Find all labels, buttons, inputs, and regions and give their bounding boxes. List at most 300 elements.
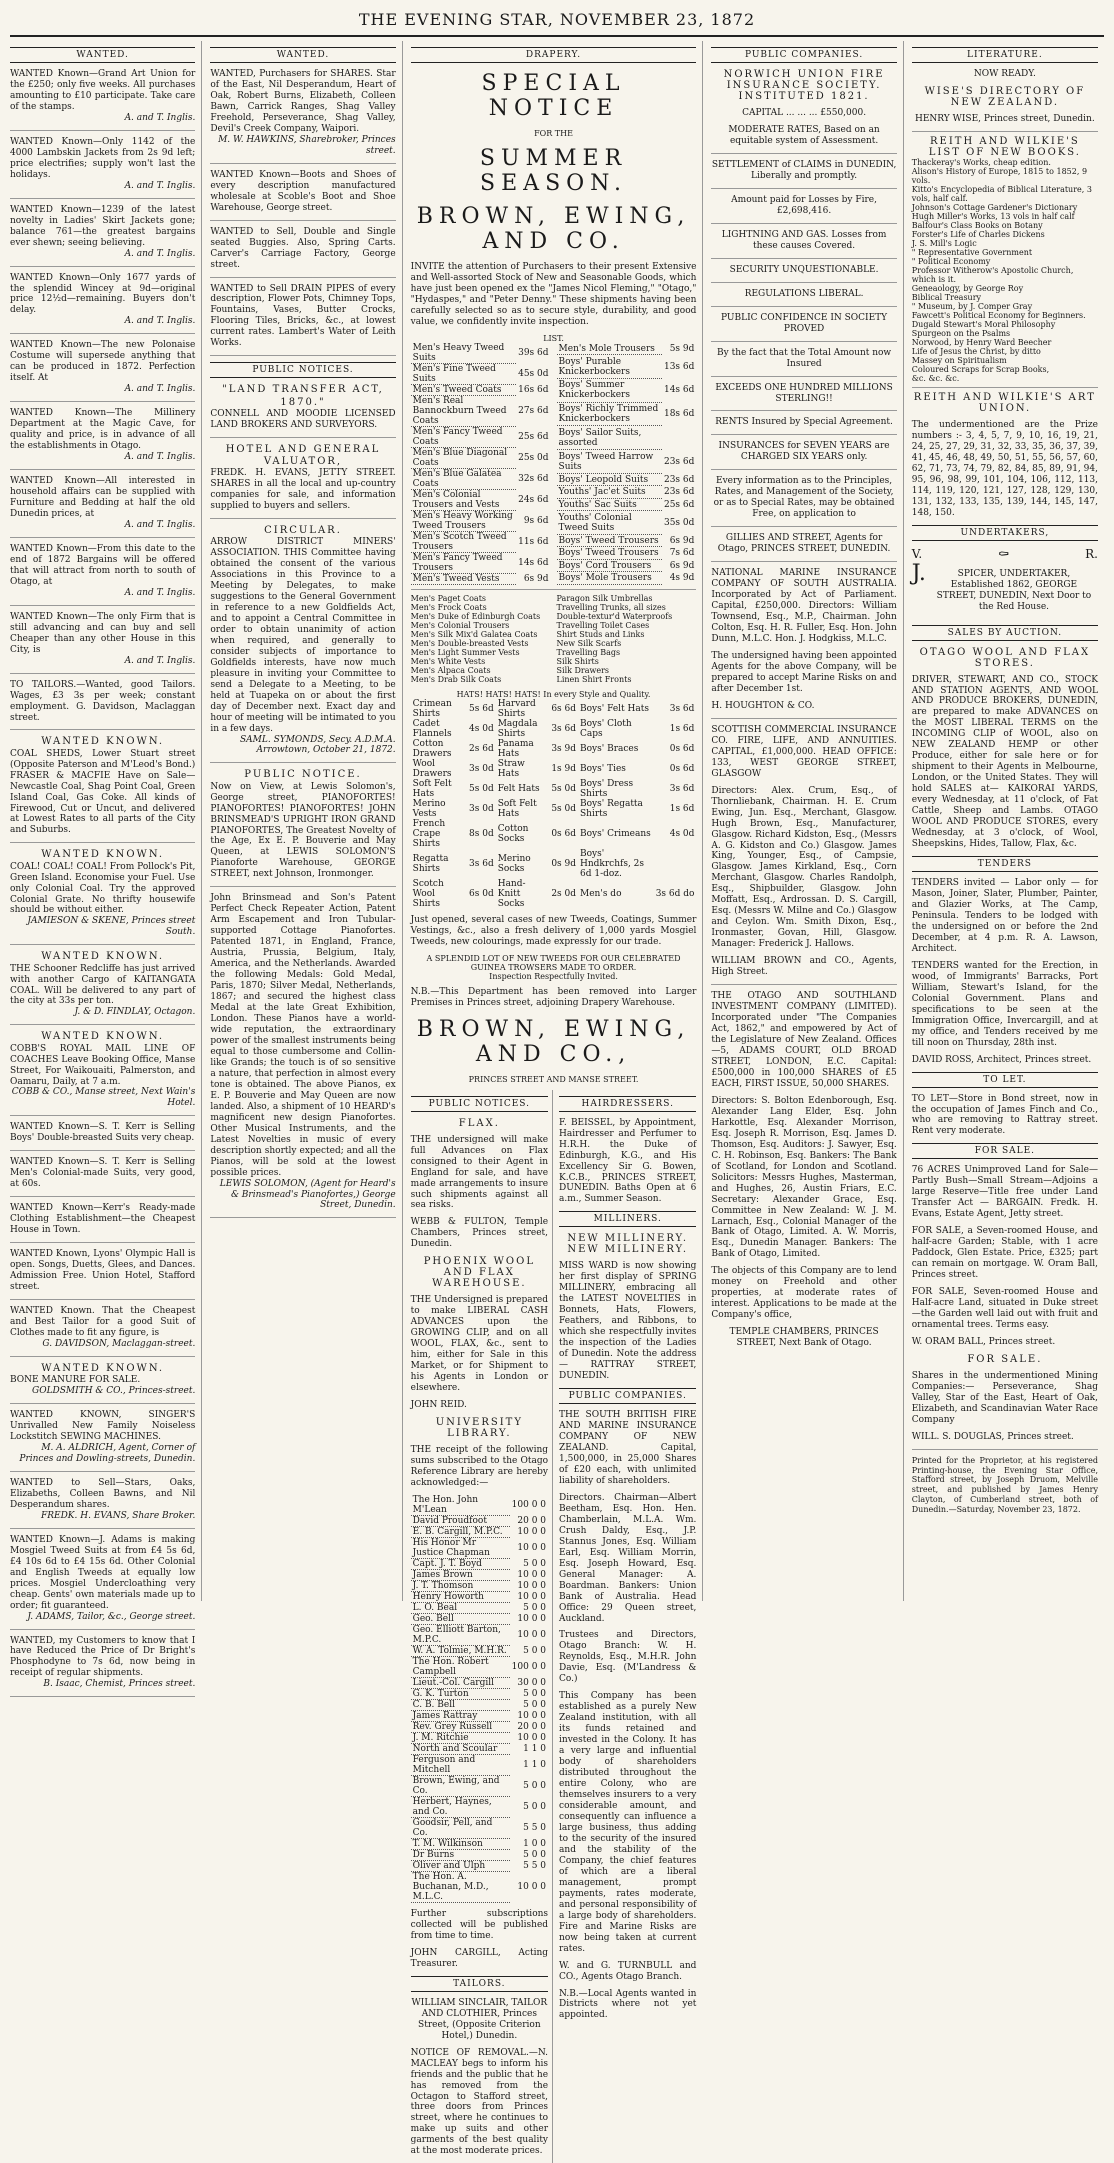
subscription-amount: 1 1 0 — [523, 1759, 547, 1770]
divider — [711, 469, 896, 470]
shirt-item: Men's do — [580, 888, 622, 899]
tailor-ad: WILLIAM SINCLAIR, TAILOR AND CLOTHIER, Princes Street, (Opposite Criterion Hotel,) Dunedin. — [411, 1997, 548, 2041]
shirt-item: Cotton Socks — [497, 823, 529, 844]
divider — [10, 1356, 195, 1357]
section-heading: LITERATURE. — [912, 47, 1098, 63]
wanted-ad — [10, 1203, 195, 1236]
imprint: Printed for the Proprietor, at his registered Printing-house, the Evening Star Office, Stafford street, by Joseph Druom, Melville street, and published by James Henry Clayton, of Cumberland street, both of Dunedin.—Saturday, November 23, 1872. — [911, 1455, 1098, 1514]
divider — [210, 762, 395, 763]
shirt-price: 2s 6d — [469, 743, 494, 754]
extra-item: Shirt Studs and Links — [556, 629, 645, 639]
price-row — [557, 535, 697, 547]
national-ad: NATIONAL MARINE INSURANCE COMPANY OF SOUTH AUSTRALIA. Incorporated by Act of Parliament. Capital, £250,000. Directors: William Townsend, Esq., M.P., Chairman. John Colton, Esq. H. R. Fuller, Esq. Hon. John Dunn, M.L.C. Hon. J. Hodgkiss, M.L.C. — [711, 568, 897, 644]
notice-text: CONNELL AND MOODIE LICENSED LAND BROKERS AND SURVEYORS. — [210, 408, 396, 430]
ad-signature: A. and T. Inglis. — [124, 452, 196, 463]
special-notice: SPECIAL NOTICE — [481, 71, 626, 121]
divider — [210, 1217, 395, 1218]
divider — [10, 1696, 195, 1697]
book-item: Johnson's Cottage Gardener's Dictionary — [911, 202, 1078, 212]
book-item: Balfour's Class Books on Botany — [911, 220, 1043, 230]
art-union-numbers: The undermentioned are the Prize numbers :- 3, 4, 5, 7, 9, 10, 16, 19, 21, 24, 25, 27, 29, 31, 32, 33, 35, 36, 37, 39, 41, 45, 46, 48, 49, 50, 51, 55, 56, 57, 60, 62, 71, 73, 74, 79, 82, 84, 85, 89, 91, 94, 95, 96, 98, 99, 101, 104, 106, 112, 113, 114, 119, 120, 121, 127, 128, 129, 130, 131, 132, 133, 135, 139, 144, 145, 147, 148, 150. — [911, 419, 1098, 518]
divider — [711, 282, 896, 283]
price-row — [411, 573, 551, 584]
subscription-row — [411, 1754, 548, 1775]
undertaker-ad: SPICER, UNDERTAKER, Established 1862, GEORGE STREET, DUNEDIN, Next Door to the Red House. — [936, 568, 1092, 612]
divider — [10, 537, 195, 538]
ad-signature: J. & D. FINDLAY, Octagon. — [74, 1007, 196, 1018]
mining-ad: Shares in the undermentioned Mining Companies:— Perseverance, Shag Valley, Star of the East, Heart of Oak, Elizabeth, and Scandinavian Water Race Company — [911, 1370, 1098, 1425]
extra-item: Men's Light Summer Vests — [410, 647, 520, 657]
item-price: 6s 9d — [669, 535, 695, 546]
divider — [10, 842, 195, 843]
shirt-item: Boys' Ties — [580, 763, 626, 774]
firm-address: PRINCES STREET AND MANSE STREET. — [468, 1074, 639, 1084]
extra-list-left — [411, 594, 551, 684]
item-price: 5s 9d — [669, 343, 695, 354]
book-item: " Representative Government — [911, 247, 1033, 257]
item-name: Men's Mole Trousers — [557, 343, 662, 355]
ad-text: WANTED Known—Only 1142 of the 4000 Lambskin Jackets from 2s 9d left; price electrifies; supply won't last the holidays. — [10, 136, 196, 180]
divider — [711, 258, 896, 259]
norwich-line: MODERATE RATES, Based on an equitable system of Assessment. — [728, 124, 880, 146]
subscription-amount: 10 0 0 — [517, 1580, 547, 1591]
shirt-item: Boys' Hndkrchfs, 2s 6d 1-doz. — [580, 848, 645, 879]
book-item: " Political Economy — [911, 256, 991, 266]
item-name: Men's Tweed Coats — [411, 384, 516, 395]
shirt-price: 0s 9d — [551, 858, 577, 869]
shirt-row — [411, 819, 697, 849]
ad-text: WANTED Known. That the Cheapest and Best Tailor for a good Suit of Clothes made to fit any figure, is — [10, 1306, 196, 1338]
item-price: 23s 6d — [663, 487, 695, 498]
divider — [210, 163, 395, 164]
wanted-ad — [10, 205, 195, 260]
extra-item: Travelling Bags — [556, 647, 621, 657]
book-item: Alison's History of Europe, 1815 to 1852, 9 vols. — [911, 166, 1088, 185]
divider — [711, 306, 896, 307]
shirt-price: 3s 6d — [469, 858, 494, 869]
subscription-amount: 100 0 0 — [511, 1661, 547, 1672]
section-heading: MILLINERS. — [559, 1211, 696, 1227]
item-price: 23s 6d — [663, 456, 695, 467]
ad-signature: A. and T. Inglis. — [124, 587, 196, 598]
subscriber-name: W. A. Tolmie, M.H.R. — [411, 1645, 510, 1656]
divider — [10, 266, 195, 267]
shirt-price: 0s 6d — [669, 743, 695, 754]
shirt-price: 1s 6d — [669, 723, 695, 734]
subscriber-name: T. M. Wilkinson — [411, 1838, 510, 1849]
divider — [10, 1196, 195, 1197]
item-name: Youths' Colonial Tweed Suits — [557, 511, 662, 535]
item-price: 11s 6d — [518, 536, 549, 547]
ad-text: WANTED Known, Lyons' Olympic Hall is open. Songs, Duetts, Glees, and Dances. Admission Free. Union Hotel, Stafford street. — [10, 1249, 196, 1293]
book-item: Life of Jesus the Christ, by ditto — [911, 346, 1041, 356]
divider — [10, 729, 195, 730]
subscription-amount: 10 0 0 — [517, 1881, 547, 1892]
ad-signature: GOLDSMITH & CO., Princes-street. — [32, 1386, 196, 1397]
price-row — [557, 473, 697, 485]
shirt-row — [411, 799, 697, 819]
extra-list-right — [557, 594, 697, 684]
price-row — [411, 426, 551, 447]
shirt-item: Wool Drawers — [412, 758, 452, 779]
price-row — [411, 489, 551, 510]
shirt-price: 3s 6d — [551, 723, 577, 734]
shirt-price: 3s 0d — [469, 803, 494, 814]
price-row — [411, 343, 551, 364]
subscription-amount: 5 0 0 — [523, 1801, 547, 1812]
column-wanted-1 — [10, 41, 202, 1690]
shirt-price: 8s 0d — [469, 828, 494, 839]
ad-heading: WANTED KNOWN. — [41, 1362, 165, 1374]
subscription-row — [411, 1569, 548, 1580]
ad-text: WANTED Known—S. T. Kerr is Selling Men's Colonial-made Suits, very good, at 60s. — [10, 1157, 196, 1190]
notice-text: Now on View, at Lewis Solomon's, George street, PIANOFORTES! PIANOFORTES! PIANOFORTES! JOHN BRINSMEAD'S UPRIGHT IRON GRAND PIANOFORTES, The Greatest Novelty of the Age, Ex E. P. Bouverie and May Queen, at LEWIS SOLOMON'S Pianoforte Warehouse, GEORGE STREET, next Johnson, Ironmonger. — [210, 781, 396, 880]
inspection-invited: Inspection Respectfully Invited. — [489, 971, 618, 981]
item-name: Men's Heavy Tweed Suits — [411, 343, 516, 364]
tender-2-signature: DAVID ROSS, Architect, Princes street. — [911, 1054, 1092, 1065]
ad-text: WANTED Known—S. T. Kerr is Selling Boys' Double-breasted Suits very cheap. — [10, 1122, 196, 1144]
national-signature: H. HOUGHTON & CO. — [711, 700, 815, 711]
south-british-ad: THE SOUTH BRITISH FIRE AND MARINE INSURANCE COMPANY OF NEW ZEALAND. Capital, 1,500,000, in 25,000 Shares of £20 each, with unlimited liability of shareholders. — [559, 1410, 697, 1486]
subscription-row — [411, 1743, 548, 1754]
ad-signature: JAMIESON & SKENE, Princes street South. — [27, 916, 196, 938]
phoenix-ad: THE Undersigned is prepared to make LIBERAL CASH ADVANCES upon the GROWING CLIP, and on all WOOL, FLAX, &c., sent to him, either for Sale in this Market, or for Shipment to his Agents in London or elsewhere. — [410, 1295, 549, 1394]
ad-text: WANTED Known—All interested in household affairs can be supplied with Furniture and Bedding at half the old Dunedin prices, at — [10, 476, 196, 519]
shirt-price: 6s 6d — [551, 703, 577, 714]
special-for-the: FOR THE — [534, 129, 573, 138]
shirt-price: 3s 0d — [469, 763, 494, 774]
ad-text: WANTED Known—J. Adams is making Mosgiel Tweed Suits at from £4 5s 6d, £4 10s 6d to £4 15s 6d. Other Colonial and English Tweeds at equally low prices. Mosgiel Undercloathing very cheap. Gents' own materials made up to order; fit guaranteed. — [10, 1534, 196, 1611]
wanted-ad — [10, 1306, 195, 1350]
item-price: 24s 6d — [518, 494, 549, 505]
wanted-ad — [10, 1031, 195, 1109]
divider — [10, 1024, 195, 1025]
book-item: Kitto's Encyclopedia of Biblical Literature, 3 vols, half calf. — [911, 184, 1092, 203]
subscription-amount: 100 0 0 — [511, 1500, 547, 1511]
shirt-item: Merino Socks — [497, 853, 531, 874]
ad-text: WANTED to Sell, Double and Single seated Buggies. Also, Spring Carts. Carver's Carriage Factory, George street. — [210, 226, 396, 270]
ad-signature: A. and T. Inglis. — [124, 180, 196, 191]
book-item: &c. &c. &c. — [911, 373, 960, 383]
subscriber-name: Goodsir, Pell, and Co. — [411, 1817, 510, 1838]
section-heading: SALES BY AUCTION. — [912, 625, 1098, 641]
book-item: Spurgeon on the Psalms — [911, 328, 1011, 338]
subscription-amount: 1 0 0 — [523, 1838, 547, 1849]
subscription-row — [411, 1775, 548, 1796]
item-name: Boys' Tweed Trousers — [557, 535, 662, 547]
columns — [10, 41, 1104, 2157]
price-row — [411, 510, 551, 531]
tender-1: TENDERS invited — Labor only — for Mason, Joiner, Slater, Plumber, Painter, and Glazier Works, at The Camp, Peninsula. Tenders to be lodged with the undersigned on or before the 2nd December, at 4 p.m. R. A. Lawson, Architect. — [911, 878, 1098, 954]
initial-v: V. — [911, 546, 923, 561]
south-british-nb: N.B.—Local Agents wanted in Districts where not yet appointed. — [559, 1988, 697, 2021]
ad-heading: WANTED KNOWN. — [41, 849, 165, 861]
item-price: 14s 6d — [663, 385, 695, 396]
extra-item: Men's Paget Coats — [410, 593, 487, 603]
subscription-amount: 5 5 0 — [523, 1860, 547, 1871]
ad-text: WANTED Known—The new Polonaise Costume will supersede anything that can be produced in 1872. Perfection itself. At — [10, 340, 196, 384]
item-price: 16s 6d — [518, 384, 549, 395]
item-price: 25s 0d — [518, 452, 549, 463]
extra-item: Men's Duke of Edinburgh Coats — [410, 611, 541, 621]
public-notice — [210, 384, 395, 430]
notice-heading: "LAND TRANSFER ACT, 1870." — [222, 384, 384, 408]
shirt-price: 0s 6d — [669, 763, 695, 774]
extra-item: Travelling Trunks, all sizes — [556, 602, 666, 612]
item-name: Men's Scotch Tweed Trousers — [411, 531, 516, 552]
ad-text: TO TAILORS.—Wanted, good Tailors. Wages, £3 3s per week; constant employment. G. Davidson, Maclaggan street. — [10, 679, 196, 723]
divider — [10, 673, 195, 674]
divider — [10, 130, 195, 131]
south-british-body: This Company has been established as a purely New Zealand institution, with all its funds retained and invested in the Colony. It has a very large and influential body of shareholders distributed throughout the entire Colony, who are themselves insurers to a very considerable amount, and consequently can influence a large business, thus adding to the security of the insured and the stability of the Company, the chief features of which are a liberal management, prompt payments, rates moderate, and personal responsibility of a large body of shareholders. Fire and Marine Risks are now being taken at current rates. — [559, 1691, 697, 1954]
divider — [10, 198, 195, 199]
subscription-row — [411, 1580, 548, 1591]
ad-heading: WANTED KNOWN. — [41, 736, 165, 748]
item-price: 35s 0d — [663, 517, 695, 528]
subscriber-name: Henry Howorth — [411, 1591, 510, 1602]
masthead-title: THE EVENING STAR, NOVEMBER 23, 1872 — [10, 10, 1104, 37]
ad-signature: J. ADAMS, Tailor, &c., George street. — [27, 1611, 196, 1622]
book-item: Coloured Scraps for Scrap Books, — [911, 364, 1050, 374]
shirt-item: Boys' Cloth Caps — [580, 718, 632, 739]
extra-item: Paragon Silk Umbrellas — [556, 593, 653, 603]
ad-heading: WANTED KNOWN. — [41, 951, 165, 963]
wanted-ad — [10, 612, 195, 667]
removal-notice: NOTICE OF REMOVAL.—N. MACLEAY begs to inform his friends and the public that he has removed from the Octagon to Stafford street, three doors from Princes street, where he continues to make up suits and other garments of the best quality at the most moderate prices. — [410, 2047, 549, 2157]
subscription-row — [411, 1537, 548, 1558]
price-list — [411, 343, 697, 585]
item-price: 7s 6d — [669, 548, 695, 559]
shirt-item: Boys' Crimeans — [580, 828, 651, 839]
ad-text: WANTED to Sell DRAIN PIPES of every description, Flower Pots, Chimney Tops, Fountains, Vases, Butter Crocks, Flooring Tiles, Bricks, &c., at lowest current rates. Lambert's Water of Leith Works. — [210, 283, 396, 349]
item-name: Boys' Mole Trousers — [557, 572, 662, 585]
norwich-lines — [711, 125, 896, 527]
subscription-amount: 5 0 0 — [523, 1645, 547, 1656]
subscription-row — [411, 1602, 548, 1613]
south-british-trustees: Trustees and Directors, Otago Branch: W. H. Reynolds, Esq., M.H.R. John Davie, Esq. (M'Landress & Co.) — [559, 1630, 697, 1685]
ad-text: COAL SHEDS, Lower Stuart street (Opposite Paterson and M'Leod's Bond.) FRASER & MACFIE Have on Sale— Newcastle Coal, Shag Point Coal, Green Island Coal, Gas Coke. All kinds of Firewood, Cut or Uncut, and delivered at Lowest Rates to all parts of the City and Suburbs. — [10, 748, 196, 836]
shirt-row — [411, 849, 697, 879]
subscription-amount: 5 5 0 — [523, 1822, 547, 1833]
subscription-amount: 10 0 0 — [517, 1542, 547, 1553]
divider — [210, 437, 395, 438]
shirt-item: Straw Hats — [497, 758, 525, 779]
subscription-amount: 5 0 0 — [523, 1602, 547, 1613]
ad-heading: WANTED KNOWN. — [41, 1031, 165, 1043]
divider — [912, 131, 1098, 132]
shirt-row — [411, 759, 697, 779]
wise-signature: HENRY WISE, Princes street, Dunedin. — [915, 113, 1095, 124]
subscription-row — [411, 1656, 548, 1677]
subscription-row — [411, 1721, 548, 1732]
shirt-item: Magdala Shirts — [497, 718, 538, 739]
south-british-directors: Directors. Chairman—Albert Beetham, Esq. Hon. Hen. Chamberlain, M.L.A. Wm. Crush Daldy, Esq., J.P. Stannus Jones, Esq. William Earl, Esq. William Morrin, Esq. Joseph Howard, Esq. General Manager: A. Boardman. Bankers: Union Bank of Australia. Head Office: 29 Queen street, Auckland. — [559, 1492, 697, 1624]
shirt-item: Boys' Regatta Shirts — [580, 798, 643, 819]
divider — [10, 1403, 195, 1404]
hairdresser-ad: F. BEISSEL, by Appointment, Hairdresser and Perfumer to H.R.H. the Duke of Edinburgh, K.G., and His Excellency Sir G. Bowen, K.C.B., PRINCES STREET, DUNEDIN. Baths Open at 6 a.m., Summer Season. — [559, 1117, 697, 1205]
wise-directory: WISE'S DIRECTORY OF NEW ZEALAND. — [924, 85, 1086, 108]
notice-heading: CIRCULAR. — [264, 524, 342, 536]
south-british-signature: W. and G. TURNBULL and CO., Agents Otago Branch. — [559, 1960, 697, 1982]
ad-signature: A. and T. Inglis. — [124, 248, 196, 259]
divider — [711, 718, 896, 719]
subscriber-name: Geo. Bell — [411, 1613, 510, 1624]
norwich-line: SETTLEMENT of CLAIMS in DUNEDIN, Liberally and promptly. — [711, 159, 897, 181]
shirt-price: 6s 0d — [469, 888, 494, 899]
shirt-price: 5s 6d — [469, 703, 494, 714]
subscription-row — [411, 1495, 548, 1516]
otago-southland-directors: Directors: S. Bolton Edenborough, Esq. Alexander Lang Elder, Esq. John Harkottle, Esq. Alexander Morrison, Esq. Joseph R. Morrison, Esq. James D. Thomson, Esq. Auditors: J. Sawyer, Esq. C. H. Robinson, Esq. Bankers: The Bank of Scotland, for London and Scotland. Solicitors: Messrs Hughes, Masterman, and Hughes, 26, Austin Friars, E.C. Secretary: Alexander Grace, Esq. Committee in New Zealand: W. J. M. Larnach, Esq., Colonial Manager of the Bank of Otago, Limited. A. W. Morris, Esq., Dunedin Manager. Bankers: The Bank of Otago, Limited. — [711, 1095, 897, 1260]
price-row — [411, 384, 551, 395]
shirt-item: Crimean Shirts — [412, 698, 452, 719]
section-heading: WANTED. — [10, 47, 195, 63]
item-price: 9s 6d — [523, 515, 549, 526]
item-name: Men's Fancy Tweed Trousers — [411, 552, 516, 573]
shirt-row — [411, 879, 697, 909]
otago-southland-body: The objects of this Company are to lend money on Freehold and other properties, at moderate rates of interest. Applications to be made at the Company's office, — [711, 1266, 897, 1321]
otago-wool-heading: OTAGO WOOL AND FLAX STORES. — [919, 646, 1091, 669]
section-heading: TENDERS — [912, 856, 1098, 872]
extra-item: Silk Shirts — [556, 656, 599, 666]
item-name: Men's Fine Tweed Suits — [411, 363, 516, 384]
wanted-ad — [210, 284, 395, 350]
shirt-item: Merino Vests — [412, 798, 446, 819]
subscriber-name: The Hon. A. Buchanan, M.D., M.L.C. — [411, 1871, 510, 1902]
norwich-line: LIGHTNING AND GAS. Losses from these causes Covered. — [721, 229, 887, 251]
subscriber-name: Ferguson and Mitchell — [411, 1754, 510, 1775]
public-notices-list — [210, 384, 395, 1218]
extra-list — [411, 594, 697, 684]
otago-southland-ad: THE OTAGO AND SOUTHLAND INVESTMENT COMPANY (LIMITED). Incorporated under "The Companies Act, 1862," and empowered by Act of the Legislature of New Zealand. Offices—5, ADAMS COURT, OLD BROAD STREET, LONDON, E.C. Capital: £500,000 in 100,000 SHARES of £5 EACH, FIRST ISSUE, 50,000 SHARES. — [711, 991, 897, 1089]
item-name: Boys' Leopold Suits — [557, 473, 662, 485]
hats-heading: HATS! HATS! HATS! In every Style and Quality. — [456, 689, 651, 699]
wanted-ad — [10, 137, 195, 192]
extra-item: Men's Drab Silk Coats — [410, 674, 502, 684]
shirt-item: Regatta Shirts — [412, 853, 449, 874]
price-list-right — [557, 343, 697, 585]
subscriber-name: G. K. Turton — [411, 1688, 510, 1699]
library-foot: Further subscriptions collected will be published from time to time. — [410, 1908, 549, 1941]
subscriptions-table — [411, 1495, 548, 1903]
divider — [10, 1242, 195, 1243]
item-price: 39s 6d — [518, 348, 549, 359]
item-name: Boys' Sailor Suits, assorted — [557, 426, 662, 450]
list-title: LIST. — [543, 333, 564, 343]
mining-signature: WILL. S. DOUGLAS, Princes street. — [911, 1431, 1074, 1442]
shirt-price: 5s 0d — [551, 803, 577, 814]
column-wanted-2 — [210, 41, 402, 1601]
extra-item: Men's Silk Mix'd Galatea Coats — [410, 629, 538, 639]
shirts-table — [411, 699, 697, 909]
initial-r: R. — [1085, 546, 1098, 561]
subscription-row — [411, 1796, 548, 1817]
subscription-amount: 10 0 0 — [517, 1569, 547, 1580]
subscription-row — [411, 1613, 548, 1624]
divider — [210, 886, 395, 887]
phoenix-heading: PHOENIX WOOL AND FLAX WAREHOUSE. — [423, 1256, 535, 1290]
wanted-ad — [210, 170, 395, 214]
wanted-ad — [10, 408, 195, 463]
ad-signature: M. A. ALDRICH, Agent, Corner of Princes and Dowling-streets, Dunedin. — [19, 1442, 196, 1464]
subscription-amount: 5 0 0 — [523, 1558, 547, 1569]
section-heading: HAIRDRESSERS. — [559, 1096, 696, 1112]
norwich-signature: GILLIES AND STREET, Agents for Otago, PRINCES STREET, DUNEDIN. — [717, 533, 891, 555]
price-row — [411, 395, 551, 426]
divider — [10, 469, 195, 470]
wanted-ad — [10, 1410, 195, 1465]
sale-1: FOR SALE, a Seven-roomed House, and half-acre Garden; Stable, with 1 acre Paddock, Glen Estate. Price, £325; part can remain on mortgage. W. Oram Ball, Princes street. — [911, 1226, 1098, 1281]
divider — [10, 605, 195, 606]
subscription-row — [411, 1515, 548, 1526]
hairdressers-sub — [559, 1090, 696, 2163]
section-heading: TO LET. — [912, 1072, 1098, 1088]
price-row — [557, 343, 697, 355]
subscription-row — [411, 1688, 548, 1699]
section-heading: PUBLIC COMPANIES. — [711, 47, 896, 63]
section-heading: PUBLIC NOTICES. — [210, 362, 395, 378]
subscription-row — [411, 1624, 548, 1645]
subscription-amount: 5 0 0 — [523, 1780, 547, 1791]
wanted-ad — [10, 1535, 195, 1623]
sale-2-signature: W. ORAM BALL, Princes street. — [911, 1336, 1056, 1347]
subscriber-name: E. B. Cargill, M.P.C. — [411, 1526, 510, 1537]
subscription-row — [411, 1817, 548, 1838]
item-price: 25s 6d — [518, 431, 549, 442]
national-body: The undersigned having been appointed Agents for the above Company, will be prepared to accept Marine Risks on and after December 1st. — [711, 650, 897, 694]
extra-item: Men's White Vests — [410, 656, 486, 666]
subscription-row — [411, 1526, 548, 1537]
subscription-row — [411, 1645, 548, 1656]
wanted-ad — [10, 476, 195, 531]
item-name: Boys' Purable Knickerbockers — [557, 355, 662, 379]
wanted-ad — [10, 680, 195, 724]
norwich-line: INSURANCES for SEVEN YEARS are CHARGED SIX YEARS only. — [718, 441, 890, 463]
undertaker-initials — [912, 547, 1098, 563]
norwich-line: Every information as to the Principles, Rates, and Management of the Society, or as to Special Rates, may be obtained Free, on application to — [713, 476, 895, 520]
library-intro: THE receipt of the following sums subscribed to the Otago Reference Library are hereby acknowledged:— — [410, 1445, 549, 1488]
extra-item: Men's Colonial Trousers — [410, 620, 510, 630]
phoenix-signature: JOHN REID. — [410, 1400, 467, 1411]
library-signature: JOHN CARGILL, Acting Treasurer. — [410, 1947, 549, 1969]
drapery-intro: INVITE the attention of Purchasers to their present Extensive and Well-assorted Stock of New and Seasonable Goods, which have just been opened ex the "James Nicol Fleming," "Otago," "Hydaspes," and "Peter Denny." These shipments having been carefully selected so as to secure style, durability, and good value, we confidently invite inspection. — [410, 262, 697, 327]
shirt-item: Soft Felt Hats — [412, 778, 452, 799]
item-price: 14s 6d — [518, 557, 549, 568]
norwich-line: RENTS Insured by Special Agreement. — [715, 417, 893, 428]
shirt-price: 3s 6d do — [655, 888, 695, 899]
extra-item: Double-textur'd Waterproofs — [556, 611, 673, 621]
subscriber-name: Dr Burns — [411, 1849, 510, 1860]
item-name: Youths' Jac'et Suits — [557, 486, 662, 498]
book-item: Dugald Stewart's Moral Philosophy — [911, 319, 1056, 329]
flax-ad: THE undersigned will make full Advances on Flax consigned to their Agent in England for sale, and have made arrangements to insure such shipments against all sea risks. — [410, 1134, 549, 1211]
subscription-amount: 5 0 0 — [523, 1688, 547, 1699]
notice-heading: HOTEL AND GENERAL VALUATOR, — [225, 443, 381, 467]
column-public-companies — [711, 41, 903, 1601]
ad-text: COAL! COAL! COAL! From Pollock's Pit, Green Island. Economise your Fuel. Use only Colonial Coal. Try the approved Colonial Grate. No thrifty housewife should be without either. — [10, 861, 196, 916]
divider — [711, 984, 896, 985]
item-price: 32s 6d — [518, 473, 549, 484]
section-heading: PUBLIC NOTICES. — [411, 1096, 548, 1112]
divider — [711, 153, 896, 154]
wanted-ad — [10, 951, 195, 1018]
ad-signature: COBB & CO., Manse street, Next Wain's Hotel. — [11, 1087, 196, 1109]
price-row — [557, 450, 697, 474]
item-price: 13s 6d — [663, 361, 695, 372]
divider — [10, 944, 195, 945]
price-row — [557, 378, 697, 402]
notice-text: ARROW DISTRICT MINERS' ASSOCIATION. THIS Committee having obtained the consent of the various Associations in this Province to a Meeting by Delegates, to make suggestions to the General Government in reference to a new Goldfields Act, and to appoint a Central Committee in order to obtain unanimity of action when required, and generally to consider subjects of importance to Goldfields interests, have now much pleasure in inviting your Committee to send a Delegate to a Meeting, to be held at Tuapeka on or about the first day of December next. Exact day and hour of meeting will be intimated to you in a few days. — [210, 537, 396, 734]
subscriber-name: Capt. J. T. Boyd — [411, 1558, 510, 1569]
